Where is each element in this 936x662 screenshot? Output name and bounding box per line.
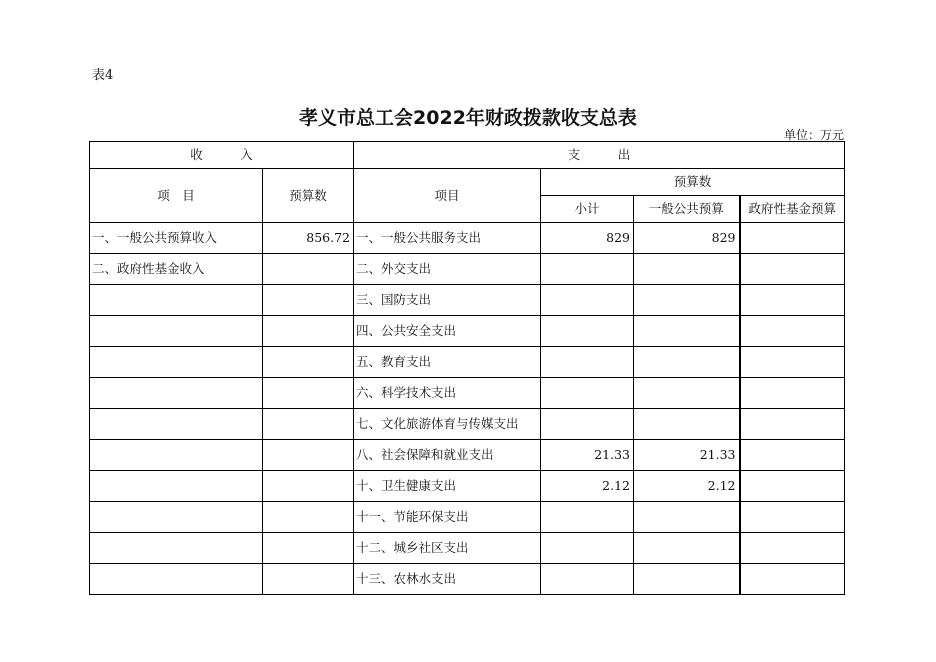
subtotal-header: 小计 xyxy=(541,196,634,223)
general-budget-cell xyxy=(634,254,740,285)
general-budget-cell xyxy=(634,316,740,347)
income-amount-cell xyxy=(263,502,354,533)
general-budget-cell: 2.12 xyxy=(634,471,740,502)
subtotal-cell xyxy=(541,409,634,440)
income-item-cell xyxy=(90,285,263,316)
income-item-cell xyxy=(90,316,263,347)
subtotal-cell: 829 xyxy=(541,223,634,254)
income-amount-cell xyxy=(263,533,354,564)
income-item-cell xyxy=(90,440,263,471)
exp-item-cell: 十一、节能环保支出 xyxy=(354,502,541,533)
income-header: 收 入 xyxy=(90,142,354,169)
income-item-cell xyxy=(90,564,263,595)
budget-summary-table xyxy=(89,141,845,595)
income-item-cell xyxy=(90,471,263,502)
subtotal-cell xyxy=(541,533,634,564)
income-amount-cell: 856.72 xyxy=(263,223,354,254)
table-row xyxy=(90,316,845,347)
general-budget-cell xyxy=(634,564,740,595)
exp-item-cell: 八、社会保障和就业支出 xyxy=(354,440,541,471)
exp-item-header: 项目 xyxy=(354,169,541,223)
exp-item-cell: 十三、农林水支出 xyxy=(354,564,541,595)
table-row xyxy=(90,254,845,285)
subtotal-cell: 2.12 xyxy=(541,471,634,502)
general-budget-cell: 21.33 xyxy=(634,440,740,471)
gov-fund-cell xyxy=(740,471,845,502)
subtotal-cell xyxy=(541,378,634,409)
income-item-cell xyxy=(90,378,263,409)
gov-fund-cell xyxy=(740,533,845,564)
subtotal-cell xyxy=(541,564,634,595)
table-row xyxy=(90,378,845,409)
exp-item-cell: 三、国防支出 xyxy=(354,285,541,316)
table-row xyxy=(90,223,845,254)
general-budget-cell: 829 xyxy=(634,223,740,254)
income-amount-cell xyxy=(263,440,354,471)
exp-item-cell: 五、教育支出 xyxy=(354,347,541,378)
exp-item-cell: 四、公共安全支出 xyxy=(354,316,541,347)
expenditure-header: 支 出 xyxy=(354,142,845,169)
gov-fund-header: 政府性基金预算 xyxy=(740,196,845,223)
table-body xyxy=(90,223,845,595)
table-row xyxy=(90,347,845,378)
exp-item-cell: 六、科学技术支出 xyxy=(354,378,541,409)
general-budget-cell xyxy=(634,285,740,316)
table-row xyxy=(90,564,845,595)
exp-item-cell: 十二、城乡社区支出 xyxy=(354,533,541,564)
gov-fund-cell xyxy=(740,254,845,285)
table-row xyxy=(90,409,845,440)
gov-fund-cell xyxy=(740,347,845,378)
general-budget-cell xyxy=(634,409,740,440)
subtotal-cell xyxy=(541,285,634,316)
income-amount-cell xyxy=(263,285,354,316)
exp-item-cell: 二、外交支出 xyxy=(354,254,541,285)
income-amount-cell xyxy=(263,316,354,347)
gov-fund-cell xyxy=(740,440,845,471)
exp-item-cell: 一、一般公共服务支出 xyxy=(354,223,541,254)
gov-fund-cell xyxy=(740,409,845,440)
income-item-cell xyxy=(90,502,263,533)
income-amount-cell xyxy=(263,254,354,285)
income-budget-header: 预算数 xyxy=(263,169,354,223)
income-item-cell xyxy=(90,409,263,440)
exp-item-cell: 七、文化旅游体育与传媒支出 xyxy=(354,409,541,440)
table-row xyxy=(90,502,845,533)
income-amount-cell xyxy=(263,409,354,440)
subtotal-cell xyxy=(541,316,634,347)
unit-label: 单位：万元 xyxy=(783,128,844,142)
gov-fund-cell xyxy=(740,316,845,347)
income-amount-cell xyxy=(263,378,354,409)
table-row xyxy=(90,440,845,471)
subtotal-cell xyxy=(541,502,634,533)
general-budget-header: 一般公共预算 xyxy=(634,196,740,223)
gov-fund-cell xyxy=(740,378,845,409)
general-budget-cell xyxy=(634,502,740,533)
table-row xyxy=(90,285,845,316)
table-row xyxy=(90,533,845,564)
income-item-cell xyxy=(90,533,263,564)
income-item-header: 项 目 xyxy=(90,169,263,223)
subtotal-cell xyxy=(541,254,634,285)
income-item-cell: 一、一般公共预算收入 xyxy=(90,223,263,254)
gov-fund-cell xyxy=(740,502,845,533)
general-budget-cell xyxy=(634,378,740,409)
subtotal-cell: 21.33 xyxy=(541,440,634,471)
gov-fund-cell xyxy=(740,285,845,316)
subtotal-cell xyxy=(541,347,634,378)
general-budget-cell xyxy=(634,533,740,564)
gov-fund-cell xyxy=(740,223,845,254)
exp-budget-header: 预算数 xyxy=(541,169,845,196)
income-amount-cell xyxy=(263,564,354,595)
table-row xyxy=(90,471,845,502)
income-item-cell xyxy=(90,347,263,378)
general-budget-cell xyxy=(634,347,740,378)
income-amount-cell xyxy=(263,471,354,502)
income-amount-cell xyxy=(263,347,354,378)
page-title: 孝义市总工会2022年财政拨款收支总表 xyxy=(299,107,637,129)
table-number-label: 表4 xyxy=(92,68,114,83)
exp-item-cell: 十、卫生健康支出 xyxy=(354,471,541,502)
gov-fund-cell xyxy=(740,564,845,595)
income-item-cell: 二、政府性基金收入 xyxy=(90,254,263,285)
